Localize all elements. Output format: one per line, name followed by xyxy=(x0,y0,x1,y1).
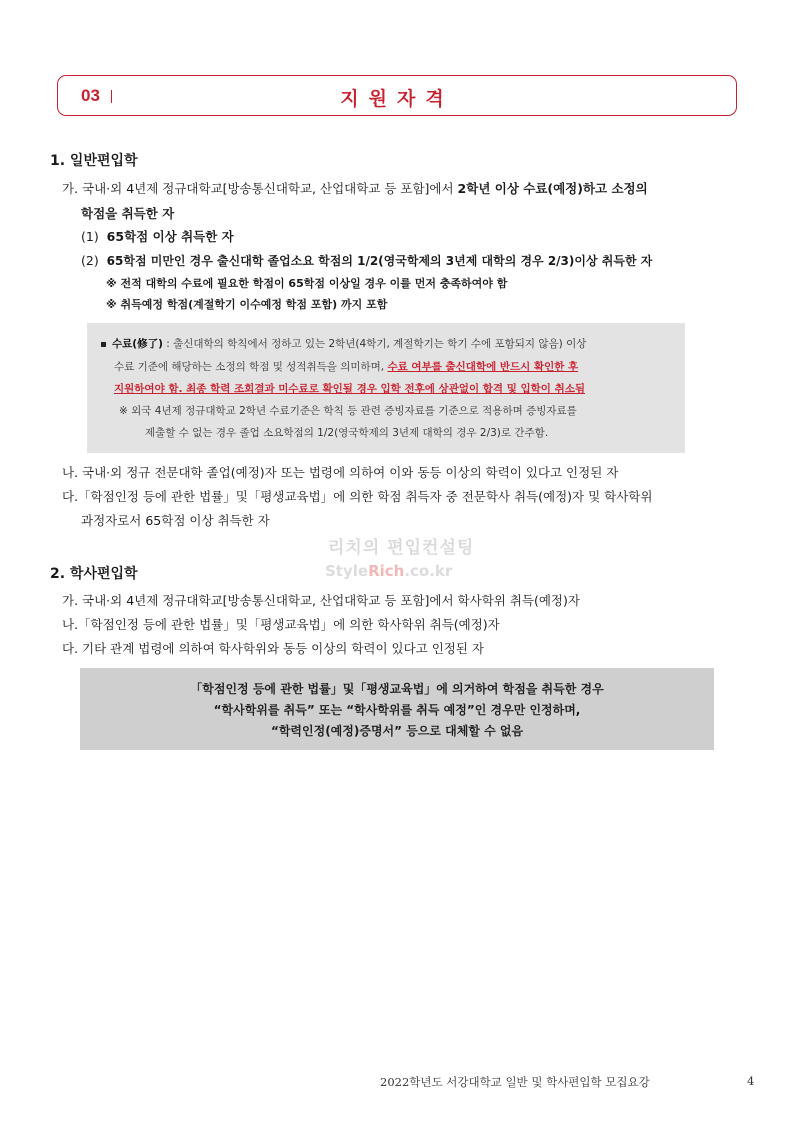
general-sub1 xyxy=(81,229,234,244)
general-sub1-text: 65학점 이상 취득한 자 xyxy=(106,229,234,244)
general-item-ga-text: 가. 국내·외 4년제 정규대학교[방송통신대학교, 산업대학교 등 포함]에서 xyxy=(62,181,458,196)
section-title: 지원자격 xyxy=(340,88,454,110)
notice-line-1 xyxy=(101,338,586,351)
section-number: 03 xyxy=(81,86,100,105)
watermark-brand xyxy=(325,562,452,580)
watermark-text: 리치의 편입컨설팅 xyxy=(328,538,475,558)
completion-notice-box xyxy=(87,323,685,453)
general-item-da: 다.「학점인정 등에 관한 법률」및「평생교육법」에 의한 학점 취득자 중 전문학사 취득(예정)자 및 학사학위 xyxy=(62,489,653,504)
summary-line-2: “학사학위를 취득” 또는 “학사학위를 취득 예정”인 경우만 인정하며, xyxy=(213,703,581,717)
general-item-ga xyxy=(62,181,648,196)
bachelor-item-da: 다. 기타 관계 법령에 의하여 학사학위와 동등 이상의 학력이 있다고 인정된 자 xyxy=(62,641,485,656)
notice-line-3 xyxy=(114,383,585,396)
bachelor-heading: 2. 학사편입학 xyxy=(50,566,138,582)
watermark-brand-c: .co.kr xyxy=(404,562,453,580)
general-note1: ※ 전적 대학의 수료에 필요한 학점이 65학점 이상일 경우 이를 먼저 충족하여야 함 xyxy=(106,277,508,290)
bachelor-summary-box xyxy=(80,668,714,750)
general-item-ga-emphasis: 2학년 이상 수료(예정)하고 소정의 xyxy=(457,181,648,196)
notice-line-5: 제출할 수 없는 경우 졸업 소요학점의 1/2(영국학제의 3년제 대학의 경우 2/3)로 간주함. xyxy=(145,427,549,439)
general-item-ga-cont: 학점을 취득한 자 xyxy=(81,206,175,221)
bachelor-item-ga: 가. 국내·외 4년제 정규대학교[방송통신대학교, 산업대학교 등 포함]에서 학사학위 취득(예정)자 xyxy=(62,593,580,608)
notice-line-2-text: 수료 기준에 해당하는 소정의 학점 및 성적취득을 의미하며, xyxy=(114,361,388,373)
page-number: 4 xyxy=(747,1074,755,1088)
notice-warning-2: 지원하여야 함. 최종 학력 조회결과 미수료로 확인될 경우 입학 전후에 상관없이 합격 및 입학이 취소됨 xyxy=(114,383,586,395)
bachelor-item-na: 나.「학점인정 등에 관한 법률」및「평생교육법」에 의한 학사학위 취득(예정)자 xyxy=(62,617,500,632)
summary-line-1: 「학점인정 등에 관한 법률」및「평생교육법」에 의거하여 학점을 취득한 경우 xyxy=(190,682,604,696)
general-sub2-label: (2) xyxy=(81,253,99,268)
watermark-brand-b: Rich xyxy=(368,562,405,580)
notice-line-2 xyxy=(114,361,578,374)
summary-line-3: “학력인정(예정)증명서” 등으로 대체할 수 없음 xyxy=(270,724,524,738)
general-heading: 1. 일반편입학 xyxy=(50,153,138,169)
general-item-da-cont: 과정자로서 65학점 이상 취득한 자 xyxy=(81,513,270,528)
footer-text: 2022학년도 서강대학교 일반 및 학사편입학 모집요강 xyxy=(380,1075,650,1089)
watermark-brand-a: Style xyxy=(325,562,369,580)
notice-line-4: ※ 외국 4년제 정규대학교 2학년 수료기준은 학칙 등 관련 증빙자료를 기준으로 적용하며 증빙자료를 xyxy=(119,405,577,417)
notice-warning-1: 수료 여부를 출신대학에 반드시 확인한 후 xyxy=(387,361,579,373)
square-bullet-icon xyxy=(101,342,106,347)
notice-definition: : 출신대학의 학칙에서 정하고 있는 2학년(4학기, 계절학기는 학기 수에 포함되지 않음) 이상 xyxy=(162,338,587,350)
general-sub2-text: 65학점 미만인 경우 출신대학 졸업소요 학점의 1/2(영국학제의 3년제 대학의 경우 2/3)이상 취득한 자 xyxy=(106,254,653,268)
general-item-na: 나. 국내·외 정규 전문대학 졸업(예정)자 또는 법령에 의하여 이와 동등 이상의 학력이 있다고 인정된 자 xyxy=(62,465,619,480)
general-sub2 xyxy=(81,253,652,268)
general-note2: ※ 취득예정 학점(계절학기 이수예정 학점 포함) 까지 포함 xyxy=(106,298,388,311)
notice-term: 수료(修了) xyxy=(112,338,163,350)
general-sub1-label: (1) xyxy=(81,229,99,244)
section-header xyxy=(57,75,737,116)
